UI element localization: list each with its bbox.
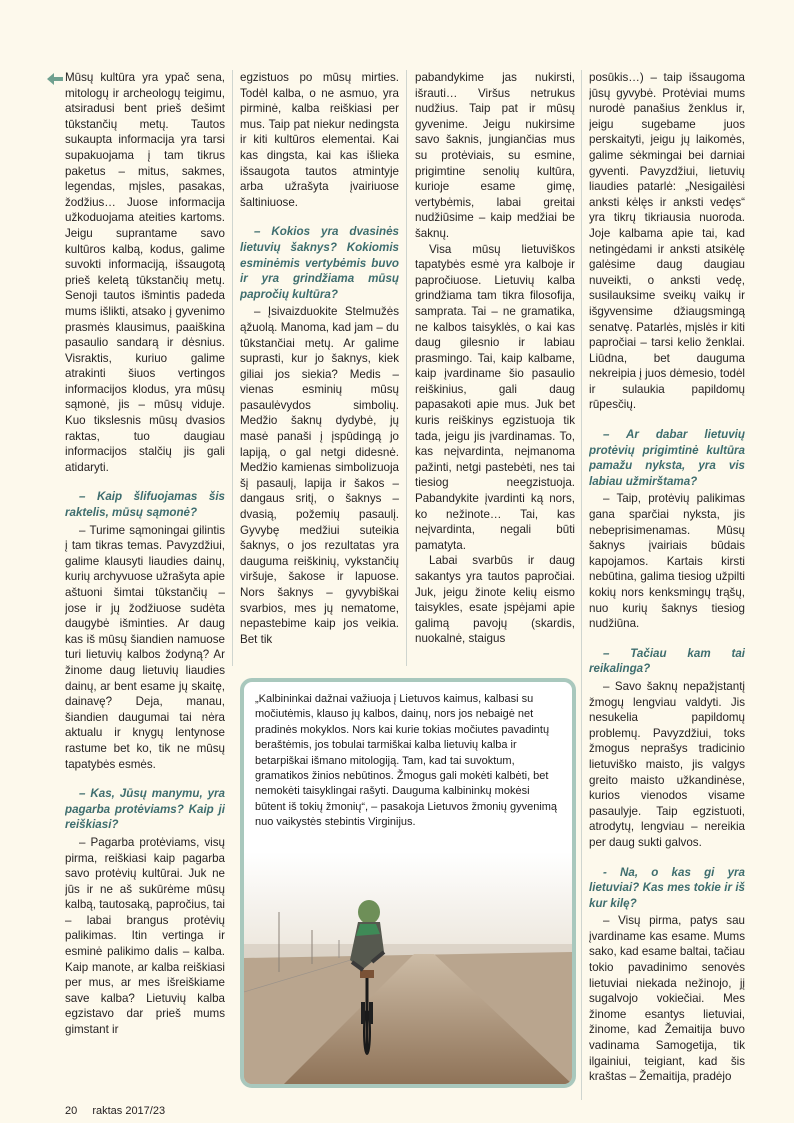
text-column-2 — [240, 70, 399, 664]
text-column-4 — [589, 70, 745, 1105]
paragraph: – Įsivaizduokite Stelmužės ąžuolą. Manoma, kad jam – du tūkstančiai metų. Ar galime suprasti, kur jo šaknys, kiek giliai jos siekia? Medis – vienas esminių mūsų pasaulėvydos simbolių. Medžio šaknų dydybė, jų masė panaši į įspūdingą jo lapiją, o gal netgi didesnė. Medžio kamienas simbolizuoja šį pasaulį, lapija ir šakos – dangaus sritį, o šaknys – dvasią, požemių pasaulį. Gyvybę medžiui suteikia šaknys, o jos rezultatas yra dauguma reiškinių, vykstančių viršuje, šakose ir lapuose. Nors šaknys – gyvybiškai svarbios, mes jų nematome, nepastebime kaip jos veikia. Bet tik — [240, 305, 399, 646]
text-column-3 — [415, 70, 575, 664]
page-number: 20 — [65, 1105, 78, 1117]
interview-question: – Kokios yra dvasinės lietuvių šaknys? Kokiomis esminėmis vertybėmis buvo ir yra grindžiama mūsų papročių kultūra? — [240, 225, 399, 301]
paragraph: – Taip, protėvių palikimas gana sparčiai nyksta, jis nebeprisimenamas. Mūsų šaknys įvairiais būdais kapojamos. Kartais kirsti nebūtina, galima tiesiog užpilti kokių nors kenksmingų trąšų, nuo kurių šaknys tiesiog nudžiūna. — [589, 492, 745, 631]
quote-callout-box — [240, 678, 576, 1088]
paragraph: pabandykime jas nukirsti, išrauti… Viršus netrukus nudžius. Taip pat ir mūsų gyvenime. Jeigu nukirsime savo šaknis, jungiančias mus su protėviais, su esmine, prigimtine senolių kultūra, kurioje esame gimę, vertybėmis, labai greitai nudžiūsime – kaip medžiai be šaknų. — [415, 71, 575, 240]
text-column-1 — [65, 70, 225, 1090]
cyclist-photo — [244, 852, 572, 1084]
column-divider — [232, 70, 233, 666]
callout-quote: „Kalbininkai dažnai važiuoja į Lietuvos kaimus, kalbasi su močiutėmis, klauso jų kalbos, dainų, nors jos nebaigė net pradinės mokyklos. Nors kai kurie tokias močiutes pavadintų beraštėmis, jos tobulai tarmiškai kalba lietuvių kalba ir betarpiškai išmano mitologiją. Tam, kad tai suvoktum, gramatikos žinios nebūtinos. Žmogus gali mokėti kalbėti, bet nemokėti taisyklingai rašyti. Dauguma kalbininkų mokėsi būtent iš tokių žmonių“, – pasakoja Lietuvos žmonių gyvenimą nuo vaikystės stebintis Virginijus. — [255, 693, 558, 829]
paragraph: – Pagarba protėviams, visų pirma, reiškiasi kaip pagarba savo protėvių kultūrai. Juk ne jūs ir ne aš sukūrėme mūsų kalbą, tautosaką, papročius, tai – labai brangus protėvių palikimas. Itin vertinga ir esminė palikimo dalis – kalba. Kaip manote, ar kalba reiškiasi per mus, ar mes išreiškiame save kalba? Lietuvių kalba egzistavo dar prieš mums gimstant ir — [65, 835, 225, 1037]
back-arrow-icon[interactable] — [47, 73, 63, 85]
paragraph: – Visų pirma, patys sau įvardiname kas esame. Mums sako, kad esame baltai, tačiau tokio pavadinimo senovės lietuviai niekada nežinojo, jį sugalvojo vokiečiai. Mes žinome esantys lietuviai, žinome, kad Žemaitija buvo vadinama Samogetija, tik ilgainiui, teigiant, kad šis kraštas – Žemaitija, pradėjo — [589, 914, 745, 1084]
paragraph: posūkis…) – taip išsaugoma jūsų gyvybė. Protėviai mums nurodė panašius ženklus ir, jeigu sugebame juos perskaityti, jeigu jų laikomės, galime sėkmingai bei darniai gyventi. Pavyzdžiui, lietuvių liaudies patarlė: „Nesigailėsi anksti kėlęs ir anksti vedęs“ yra tikrų tikriausia nuoroda. Joje kalbama apie tai, kad netingėdami ir anksti atsikėlę galėsime daug daugiau nuveikti, o anksti vedę, susilauksime sveikų vaikų ir išgyvensime džiaugsmingą senatvę. Patarlės, mįslės ir kiti papročiai – tarsi kelio ženklai. Liūdna, bet dauguma nekreipia į juos dėmesio, todėl ir sulaukia papildomų rūpesčių. — [589, 71, 745, 412]
paragraph: egzistuos po mūsų mirties. Todėl kalba, o ne asmuo, yra pirminė, kalba reiškiasi per mus. Taip pat niekur nedingsta ir kiti kultūros elementai. Kai kas dingsta, kai kas išlieka išsaugota tautos atmintyje arba užrašyta įvairiuose šaltiniuose. — [240, 71, 399, 209]
magazine-issue: raktas 2017/23 — [92, 1105, 166, 1117]
interview-question: – Tačiau kam tai reikalinga? — [589, 646, 745, 676]
paragraph: Mūsų kultūra yra ypač sena, mitologų ir archeologų teigimu, atsiradusi bent prieš dešimt tūkstančių metų. Tautos sukaupta informacija yra tarsi supakuojama į tam tikrus paketus – mitus, sakmes, legendas, mįsles, pasakas, žodžius… Juose informacija užkoduojama ateities kartoms. Jeigu suprantame savo kultūros kalbą, kodus, galime suvokti informaciją, išsaugotą prieš keletą tūkstančių metų. Senoji tautos išmintis padeda mums išlikti, atsako į gyvenimo prasmės klausimus, paaiškina pasaulio sandarą ir dėsnius. Visraktis, kuriuo galime atrakinti šiuos vertingos informacijos klodus, yra mūsų sąmonė, jis – mūsų viduje. Kuo tikslesnis mūsų dvasios raktas, tuo daugiau informacijos stalčių jis gali atidaryti. — [65, 71, 225, 474]
column-divider — [406, 70, 407, 666]
interview-question: - Na, o kas gi yra lietuviai? Kas mes tokie ir iš kur kilę? — [589, 865, 745, 910]
paragraph: – Savo šaknų nepažįstantį žmogų lengviau valdyti. Jis nesukelia papildomų problemų. Pavyzdžiui, toks žmogus neprašys tradicinio lietuviško maisto, jis valgys greito maisto užkandinėse, kurios vienodos visame pasaulyje. Taip egzistuoti, atrodytų, lengviau – nereikia per daug sukti galvos. — [589, 679, 745, 849]
column-divider — [581, 70, 582, 1100]
page-footer — [65, 1105, 165, 1117]
interview-question: – Kaip šlifuojamas šis raktelis, mūsų sąmonė? — [65, 490, 225, 520]
paragraph: – Turime sąmoningai gilintis į tam tikras temas. Pavyzdžiui, galime klausyti liaudies dainų, kurių archyvuose užrašyta apie aštuoni šimtai tūkstančių – jose ir jų žodžiuose sudėta daugybė išminties. Ar daug kas iš mūsų šiandien namuose turi lietuvių kalbos žodyną? Ar žinome daug lietuvių liaudies dainų, ar bent esame jų skaitę, dainavę? Deja, manau, šiandien daugumai tai nėra aktualu ir knygų lentynose rastume bet ko, tik ne mūsų tapatybės esmės. — [65, 523, 225, 771]
paragraph: Visa mūsų lietuviškos tapatybės esmė yra kalboje ir papročiuose. Lietuvių kalba grindžiama tam tikra filosofija, samprata. Tai – ne gramatika, ne kalbos taisyklės, o kai kas daug gilesnio ir labiau prasmingo. Tai, kaip kalbame, kaip įvardiname šio pasaulio reiškinius, gali daug papasakoti apie mus. Juk bet kuris reiškinys egzistuoja tik tada, jeigu jis įvardinamas. To, kas neįvardinta, neįmanoma pažinti, netgi pastebėti, nes tai tiesiog neegzistuoja. Pabandykite įvardinti ką nors, ko nežinote… Tai, kas neįvardinta, negali būti pamatyta. — [415, 242, 575, 552]
interview-question: – Ar dabar lietuvių protėvių prigimtinė kultūra pamažu nyksta, yra vis labiau užmirštama? — [589, 428, 745, 488]
paragraph: Labai svarbūs ir daug sakantys yra tautos papročiai. Juk, jeigu žinote kelių eismo taisykles, esate įspėjami apie galimą pavojų (skardis, nuokalnė, staigus — [415, 554, 575, 646]
interview-question: – Kas, Jūsų manymu, yra pagarba protėviams? Kaip ji reiškiasi? — [65, 787, 225, 832]
